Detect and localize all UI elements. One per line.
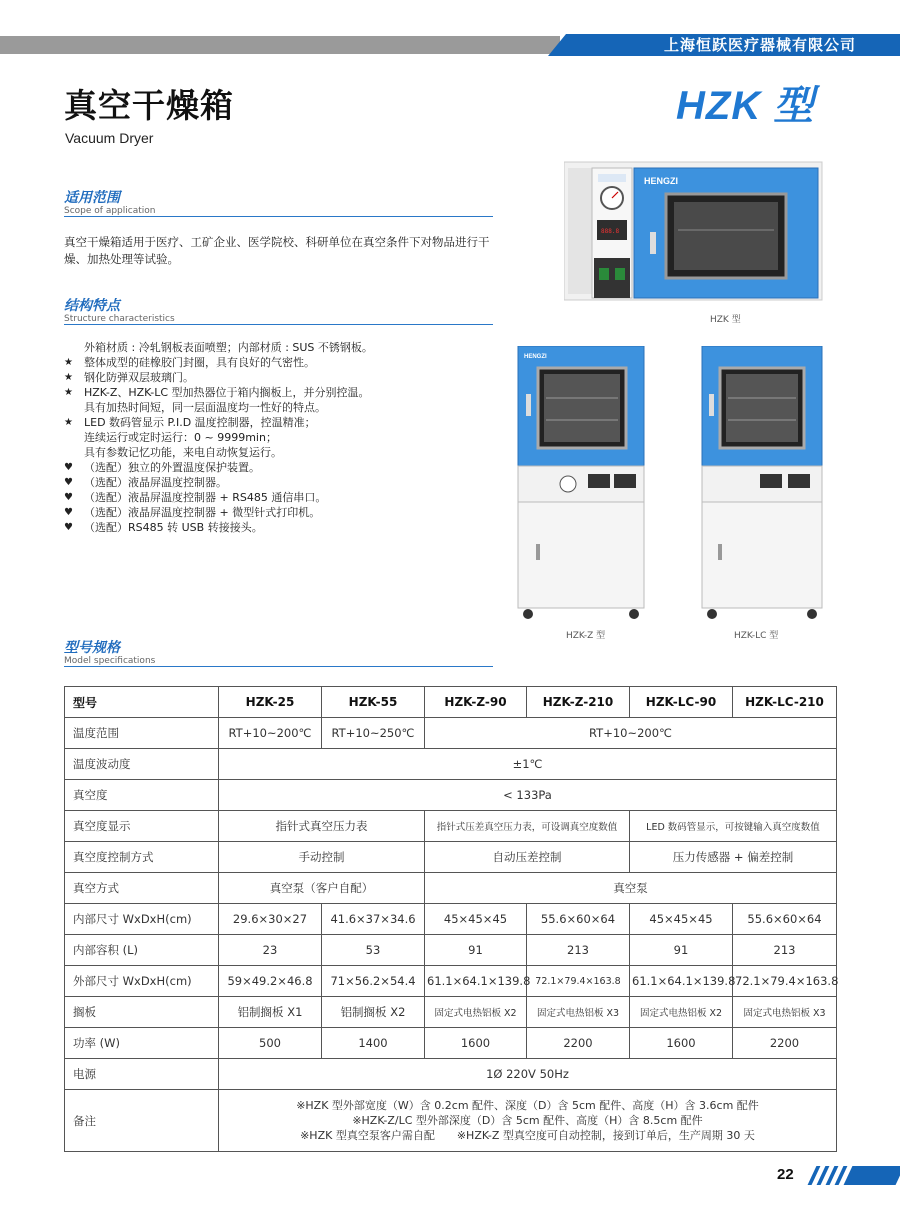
feature-item: ★ LED 数码管显示 P.I.D 温度控制器，控温精准； (64, 416, 316, 429)
feature-item: 外箱材质 : 冷轧钢板表面喷塑；内部材质 : SUS 不锈钢板。 (84, 341, 373, 354)
table-row (65, 1028, 837, 1059)
row-label: 备注 (65, 1090, 219, 1152)
company-name: 上海恒跃医疗器械有限公司 (663, 36, 856, 54)
row-label: 温度范围 (65, 718, 219, 749)
table-row-notes (65, 1090, 837, 1152)
row-label: 真空度控制方式 (65, 842, 219, 873)
table-header-cell: 型号 (65, 687, 219, 718)
table-cell: 2200 (733, 1028, 837, 1059)
row-label: 电源 (65, 1059, 219, 1090)
table-cell: 铝制搁板 X1 (219, 997, 322, 1028)
svg-text:888.8: 888.8 (601, 228, 620, 235)
table-header-cell: HZK-Z-210 (527, 687, 630, 718)
table-cell: 213 (527, 935, 630, 966)
table-cell: 55.6×60×64 (733, 904, 837, 935)
section-specs-heading (64, 640, 493, 667)
hzk-brand-text: HENGZI (644, 176, 679, 186)
table-cell: 41.6×37×34.6 (322, 904, 425, 935)
section-scope-heading (64, 190, 493, 217)
feature-item: ♥ （选配）独立的外置温度保护装置。 (64, 461, 260, 474)
table-header-cell: HZK-LC-210 (733, 687, 837, 718)
table-cell: 手动控制 (219, 842, 425, 873)
table-row (65, 749, 837, 780)
table-cell: 自动压差控制 (425, 842, 630, 873)
row-label: 真空度 (65, 780, 219, 811)
table-cell: 55.6×60×64 (527, 904, 630, 935)
hzkz-brand-text: HENGZI (524, 354, 547, 360)
table-header-cell: HZK-55 (322, 687, 425, 718)
hzk-photo-label: HZK 型 (710, 315, 741, 325)
table-cell: 61.1×64.1×139.8 (630, 966, 733, 997)
footer-band (844, 1166, 900, 1185)
table-cell: ±1℃ (219, 749, 837, 780)
table-cell: RT+10~250℃ (322, 718, 425, 749)
table-cell: 29.6×30×27 (219, 904, 322, 935)
table-cell: 71×56.2×54.4 (322, 966, 425, 997)
table-cell: LED 数码管显示，可按键输入真空度数值 (630, 811, 837, 842)
hzklc-photo-label: HZK-LC 型 (734, 631, 779, 641)
table-cell: 61.1×64.1×139.8 (425, 966, 527, 997)
section-scope-subtitle: Scope of application (64, 206, 156, 216)
feature-item: ★ 整体成型的硅橡胶门封圈，具有良好的气密性。 (64, 356, 315, 369)
table-cell: 53 (322, 935, 425, 966)
table-cell: < 133Pa (219, 780, 837, 811)
feature-list (64, 340, 504, 535)
hzkz-photo-label: HZK-Z 型 (566, 631, 606, 641)
table-cell: 指针式真空压力表 (219, 811, 425, 842)
table-cell: 500 (219, 1028, 322, 1059)
page-subtitle: Vacuum Dryer (65, 130, 154, 146)
feature-item: ♥ （选配）RS485 转 USB 转接接头。 (64, 521, 263, 534)
table-cell: 23 (219, 935, 322, 966)
section-structure-title: 结构特点 (64, 298, 120, 314)
table-cell: 1400 (322, 1028, 425, 1059)
table-cell: 59×49.2×46.8 (219, 966, 322, 997)
table-cell: 1Ø 220V 50Hz (219, 1059, 837, 1090)
table-row (65, 935, 837, 966)
note-line: ※HZK 型外部宽度（W）含 0.2cm 配件、深度（D）含 5cm 配件、高度（H）含 3.6cm 配件 (296, 1099, 759, 1112)
table-cell: 1600 (425, 1028, 527, 1059)
section-specs-title: 型号规格 (64, 640, 120, 656)
feature-item: 具有参数记忆功能，来电自动恢复运行。 (84, 446, 282, 459)
section-scope-title: 适用范围 (64, 190, 120, 206)
note-line: ※HZK-Z/LC 型外部深度（D）含 5cm 配件、高度（H）含 8.5cm 配件 (352, 1114, 703, 1127)
table-row (65, 842, 837, 873)
table-header-cell: HZK-Z-90 (425, 687, 527, 718)
table-cell: 213 (733, 935, 837, 966)
row-label: 内部容积 (L) (65, 935, 219, 966)
table-row (65, 966, 837, 997)
section-specs-subtitle: Model specifications (64, 656, 156, 666)
table-cell: RT+10~200℃ (219, 718, 322, 749)
page-title: 真空干燥箱 (64, 86, 234, 125)
feature-item: ★ 钢化防弹双层玻璃门。 (64, 371, 194, 384)
row-label: 真空度显示 (65, 811, 219, 842)
page-number: 22 (777, 1166, 794, 1183)
scope-paragraph: 真空干燥箱适用于医疗、工矿企业、医学院校、科研单位在真空条件下对物品进行干燥、加热处理等试验。 (64, 235, 490, 266)
row-label: 功率 (W) (65, 1028, 219, 1059)
hzklc-product-image (700, 346, 826, 622)
row-label: 搁板 (65, 997, 219, 1028)
hzkz-product-image (516, 346, 648, 622)
note-line: ※HZK 型真空泵客户需自配 ※HZK-Z 型真空度可自动控制，接到订单后，生产周期 30 天 (300, 1129, 755, 1142)
table-header-cell: HZK-25 (219, 687, 322, 718)
table-cell: 固定式电热铝板 X2 (425, 997, 527, 1028)
spec-table (64, 686, 837, 1152)
feature-item: 连续运行或定时运行：0 ~ 9999min； (84, 431, 277, 444)
table-row (65, 718, 837, 749)
table-row (65, 1059, 837, 1090)
feature-item: ♥ （选配）液晶屏温度控制器 + RS485 通信串口。 (64, 491, 327, 504)
table-row (65, 811, 837, 842)
feature-item: 具有加热时间短，同一层面温度均一性好的特点。 (84, 401, 326, 414)
table-row (65, 780, 837, 811)
feature-item: ♥ （选配）液晶屏温度控制器 + 微型针式打印机。 (64, 506, 321, 519)
table-row (65, 997, 837, 1028)
row-label: 内部尺寸 WxDxH(cm) (65, 904, 219, 935)
table-cell: 2200 (527, 1028, 630, 1059)
model-title: HZK 型 (676, 84, 815, 128)
section-structure-subtitle: Structure characteristics (64, 314, 175, 324)
table-cell: 压力传感器 + 偏差控制 (630, 842, 837, 873)
row-label: 温度波动度 (65, 749, 219, 780)
table-cell: 91 (630, 935, 733, 966)
table-cell: 固定式电热铝板 X3 (527, 997, 630, 1028)
feature-item: ★ HZK-Z、HZK-LC 型加热器位于箱内搁板上，并分别控温。 (64, 386, 370, 399)
header-band-gray (0, 36, 560, 54)
table-header-row (65, 687, 837, 718)
table-cell: 72.1×79.4×163.8 (733, 966, 837, 997)
table-header-cell: HZK-LC-90 (630, 687, 733, 718)
table-cell: 91 (425, 935, 527, 966)
row-label: 外部尺寸 WxDxH(cm) (65, 966, 219, 997)
hzk-product-image (564, 160, 826, 308)
table-row (65, 904, 837, 935)
feature-item: ♥ （选配）液晶屏温度控制器。 (64, 476, 227, 489)
table-cell: RT+10~200℃ (425, 718, 837, 749)
table-row (65, 873, 837, 904)
row-label: 真空方式 (65, 873, 219, 904)
table-cell: 铝制搁板 X2 (322, 997, 425, 1028)
table-cell: 真空泵 (425, 873, 837, 904)
table-cell: 1600 (630, 1028, 733, 1059)
table-cell: 45×45×45 (630, 904, 733, 935)
table-cell: 固定式电热铝板 X3 (733, 997, 837, 1028)
table-cell: 固定式电热铝板 X2 (630, 997, 733, 1028)
section-structure-heading (64, 298, 493, 325)
table-cell: 72.1×79.4×163.8 (527, 966, 630, 997)
notes-cell (219, 1090, 837, 1152)
table-cell: 真空泵（客户自配） (219, 873, 425, 904)
table-cell: 指针式压差真空压力表，可设调真空度数值 (425, 811, 630, 842)
table-cell: 45×45×45 (425, 904, 527, 935)
